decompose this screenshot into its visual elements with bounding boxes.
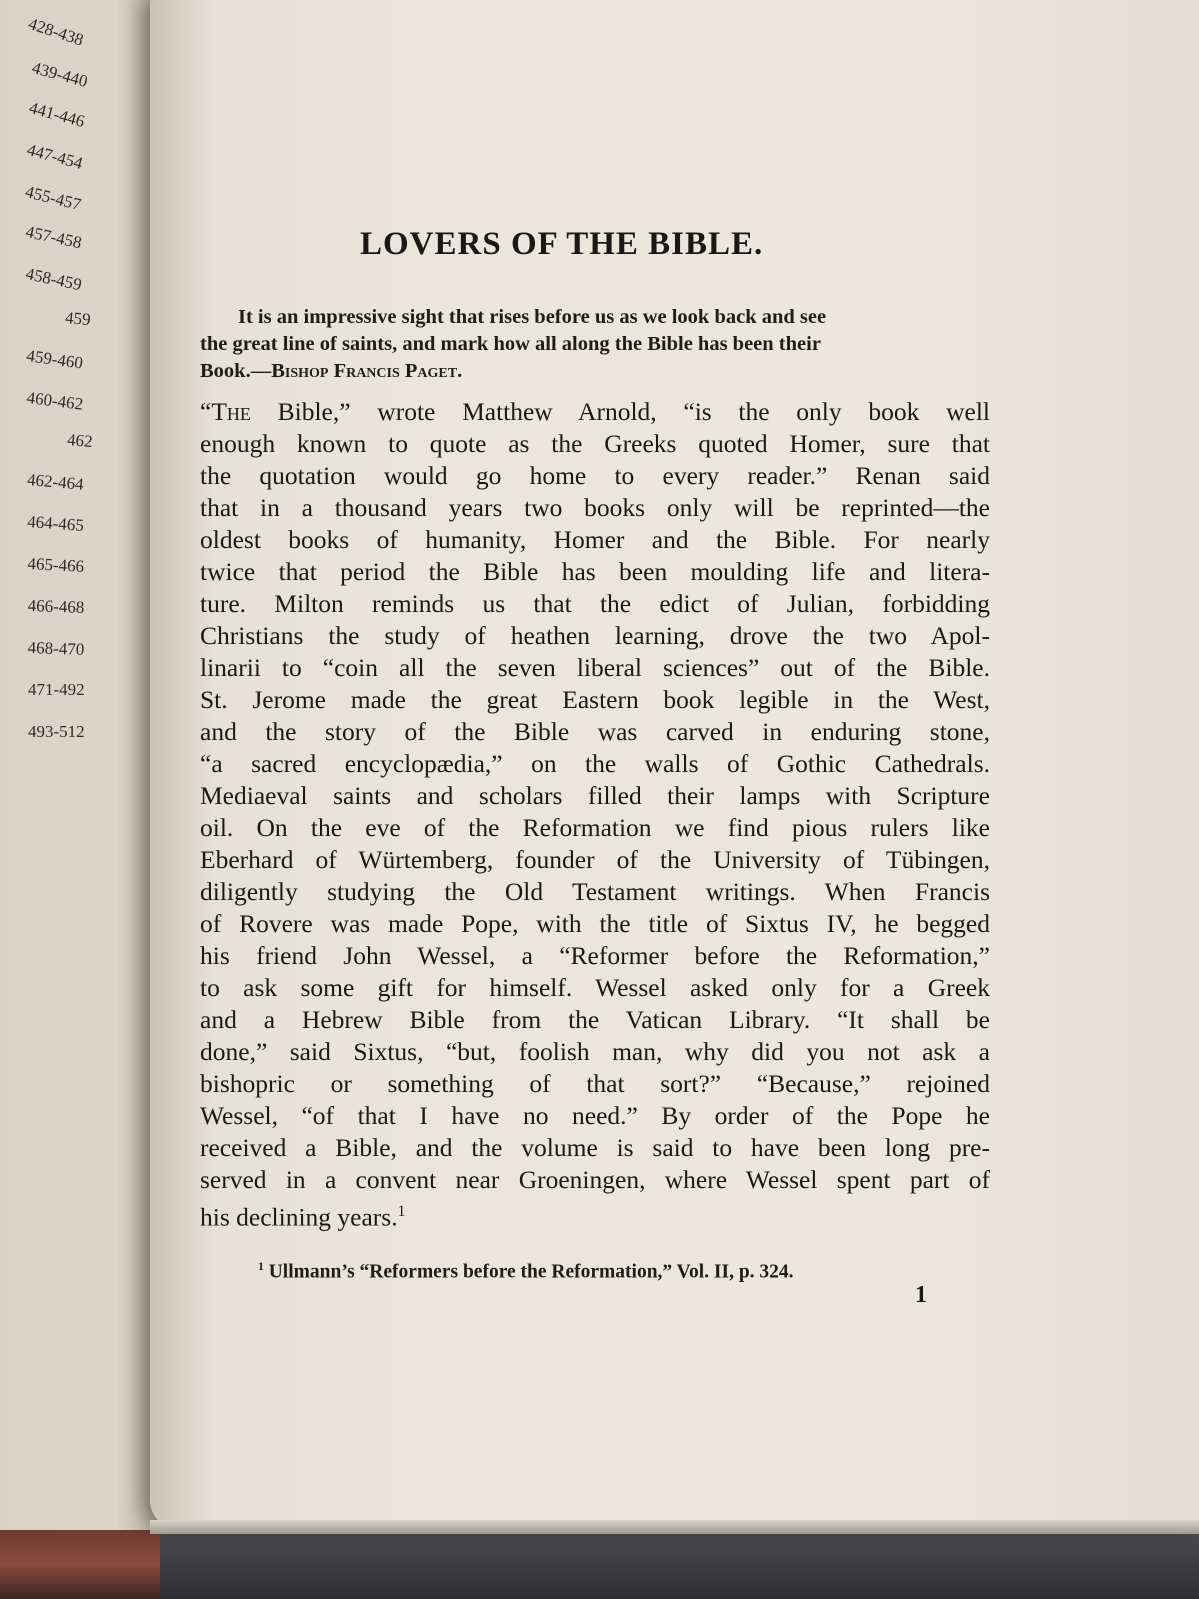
body-last-line [200,1196,990,1234]
epigraph [200,304,990,385]
margin-page-range: 465-466 [27,554,85,576]
body-line: linarii to “coin all the seven liberal sciences” out of the Bible. [200,653,990,682]
margin-page-range: 457-458 [24,222,84,253]
book-cover-cloth [0,1530,160,1599]
lead-word: The [211,397,251,426]
margin-page-range: 468-470 [27,638,85,659]
margin-page-range: 439-440 [30,58,90,92]
body-line: ture. Milton reminds us that the edict of Julian, forbidding [200,589,990,618]
body-line: that in a thousand years two books only will be reprinted—the [200,493,990,522]
margin-page-range: 428-438 [26,14,86,50]
body-line: to ask some gift for himself. Wessel asked only for a Greek [200,973,990,1002]
body-line: Christians the study of heathen learning, drove the two Apol- [200,621,990,650]
body-line: oldest books of humanity, Homer and the Bible. For nearly [200,525,990,554]
epigraph-attribution: Bishop Francis Paget. [271,360,463,382]
page-title: LOVERS OF THE BIBLE. [360,226,764,262]
body-lines [200,428,990,1196]
margin-page-range: 464-465 [26,512,85,535]
margin-page-range: 471-492 [28,680,85,699]
margin-page-range: 462 [66,430,94,452]
body-line: of Rovere was made Pope, with the title of Sixtus IV, he begged [200,909,990,938]
margin-page-range: 462-464 [26,470,85,494]
footnote-text: Ullmann’s “Reformers before the Reformation,” Vol. II, p. 324. [263,1261,794,1283]
margin-page-range: 447-454 [25,140,85,174]
previous-page-edge [0,0,165,1599]
epigraph-attribution-line [200,358,990,385]
body-line: diligently studying the Old Testament writings. When Francis [200,877,990,906]
body-line: oil. On the eve of the Reformation we find pious rulers like [200,813,990,842]
first-line-rest: Bible,” wrote Matthew Arnold, “is the only book well [250,397,990,426]
footnote [258,1260,794,1284]
margin-page-range: 441-446 [27,98,87,132]
page-number: 1 [915,1282,927,1308]
body-line: bishopric or something of that sort?” “Because,” rejoined [200,1069,990,1098]
margin-page-range: 460-462 [25,388,85,414]
body-line: twice that period the Bible has been moulding life and litera- [200,557,990,586]
last-line-text: his declining years. [200,1202,398,1232]
body-line [200,396,990,428]
body-line: St. Jerome made the great Eastern book legible in the West, [200,685,990,714]
margin-page-range: 493-512 [28,722,85,741]
footnote-mark: 1 [258,1260,264,1273]
margin-page-range: 458-459 [24,264,84,295]
footnote-reference: 1 [397,1203,406,1220]
body-text [200,396,990,1234]
opening-quote: “ [200,397,212,426]
page-stack-edge [150,1520,1199,1534]
epigraph-line: It is an impressive sight that rises before us as we look back and see [238,306,827,328]
margin-page-range: 466-468 [27,596,85,617]
body-line: served in a convent near Groeningen, where Wessel spent part of [200,1165,990,1194]
body-line: done,” said Sixtus, “but, foolish man, why did you not ask a [200,1037,990,1066]
epigraph-line: the great line of saints, and mark how all along the Bible has been their [200,333,821,355]
body-line: “a sacred encyclopædia,” on the walls of Gothic Cathedrals. [200,749,990,778]
body-line: Mediaeval saints and scholars filled their lamps with Scripture [200,781,990,810]
body-line: the quotation would go home to every reader.” Renan said [200,461,990,490]
body-line: and the story of the Bible was carved in enduring stone, [200,717,990,746]
body-line: his friend John Wessel, a “Reformer before the Reformation,” [200,941,990,970]
table-surface [160,1534,1199,1599]
body-line: Wessel, “of that I have no need.” By order of the Pope he [200,1101,990,1130]
body-line: enough known to quote as the Greeks quoted Homer, sure that [200,429,990,458]
epigraph-prefix: Book.— [200,360,272,382]
body-line: and a Hebrew Bible from the Vatican Library. “It shall be [200,1005,990,1034]
margin-page-range: 455-457 [23,182,83,215]
body-line: received a Bible, and the volume is said to have been long pre- [200,1133,990,1162]
margin-page-range: 459 [64,308,92,330]
body-line: Eberhard of Würtemberg, founder of the University of Tübingen, [200,845,990,874]
margin-page-range: 459-460 [25,346,85,373]
